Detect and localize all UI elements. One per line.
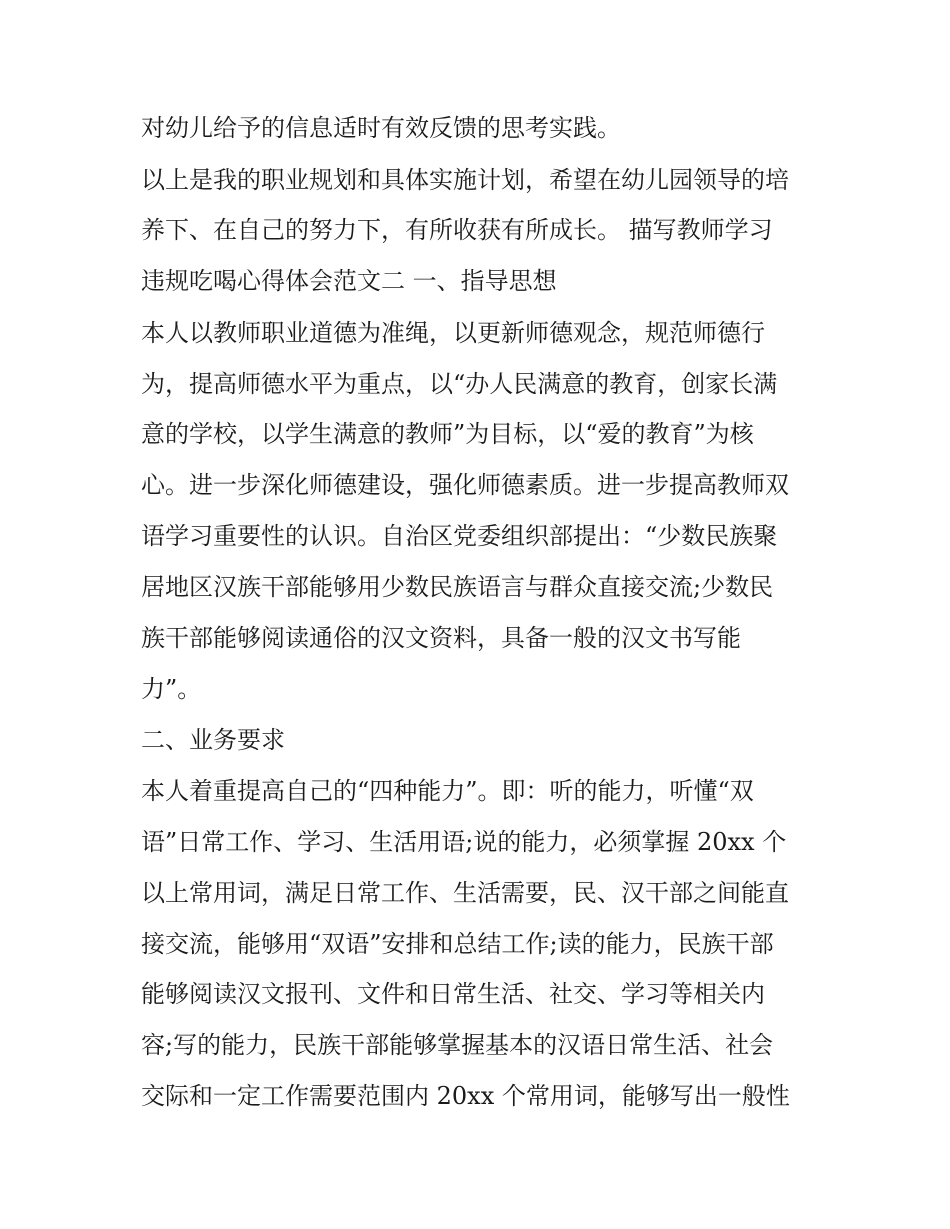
text-line: 容;写的能力，民族干部能够掌握基本的汉语日常生活、社会 bbox=[141, 1031, 774, 1059]
text-line: 本人以教师职业道德为准绳，以更新师德观念，规范师德行 bbox=[141, 319, 765, 347]
text-line: 对幼儿给予的信息适时有效反馈的思考实践。 bbox=[141, 114, 621, 142]
text-line: 接交流，能够用“双语”安排和总结工作;读的能力，民族干部 bbox=[141, 930, 774, 958]
text-line: 语”日常工作、学习、生活用语;说的能力，必须掌握 20xx 个 bbox=[141, 828, 787, 856]
text-line: 语学习重要性的认识。自治区党委组织部提出：“少数民族聚 bbox=[141, 522, 778, 550]
text-line: 意的学校，以学生满意的教师”为目标，以“爱的教育”为核 bbox=[141, 420, 754, 448]
text-line: 本人着重提高自己的“四种能力”。即：听的能力，听懂“双 bbox=[141, 777, 754, 805]
section-heading: 违规吃喝心得体会范文二 一、指导思想 bbox=[141, 267, 557, 295]
text-line: 养下、在自己的努力下，有所收获有所成长。 描写教师学习 bbox=[141, 216, 773, 244]
text-line: 族干部能够阅读通俗的汉文资料，具备一般的汉文书写能 bbox=[141, 624, 741, 652]
text-line: 为，提高师德水平为重点，以“办人民满意的教育，创家长满 bbox=[141, 370, 778, 398]
section-heading: 二、业务要求 bbox=[141, 726, 285, 754]
text-line: 心。进一步深化师德建设，强化师德素质。进一步提高教师双 bbox=[141, 471, 789, 499]
text-line: 居地区汉族干部能够用少数民族语言与群众直接交流;少数民 bbox=[141, 573, 774, 601]
text-line: 力”。 bbox=[141, 675, 202, 703]
text-line: 以上是我的职业规划和具体实施计划，希望在幼儿园领导的培 bbox=[141, 166, 789, 194]
text-line: 以上常用词，满足日常工作、生活需要，民、汉干部之间能直 bbox=[141, 879, 789, 907]
text-line: 能够阅读汉文报刊、文件和日常生活、社交、学习等相关内 bbox=[141, 980, 765, 1008]
text-line: 交际和一定工作需要范围内 20xx 个常用词，能够写出一般性 bbox=[141, 1082, 790, 1110]
